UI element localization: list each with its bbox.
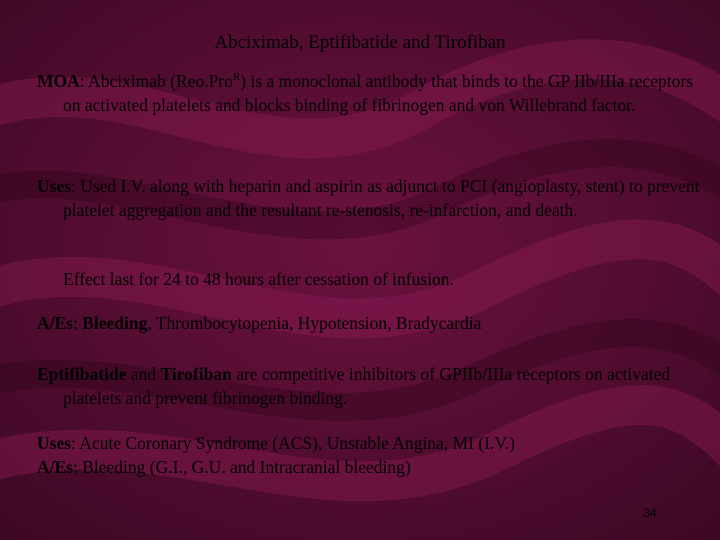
moa-label: MOA <box>37 71 80 91</box>
uses-paragraph-2 <box>37 431 713 455</box>
moa-paragraph <box>37 69 713 117</box>
uses-label-1: Uses <box>37 176 72 196</box>
inhibitors-text: are competitive inhibitors of GPIIb/IIIa receptors on activated platelets and prevent fibrinogen binding. <box>63 364 671 408</box>
moa-text-before: : Abciximab (Reo.Pro <box>79 71 233 91</box>
drug-name-eptifibatide: Eptifibatide <box>37 364 127 384</box>
inhibitors-paragraph <box>37 362 713 410</box>
aes-text-2: : Bleeding (G.I., G.U. and Intracranial bleeding) <box>72 457 411 477</box>
aes-text-1: , Thrombocytopenia, Hypotension, Bradycardia <box>147 313 482 333</box>
inhibitors-and: and <box>126 364 161 384</box>
uses-paragraph-1 <box>37 174 713 222</box>
aes-bold-term: Bleeding <box>82 313 148 333</box>
slide-title: Abciximab, Eptifibatide and Tirofiban <box>214 32 506 53</box>
effect-text: Effect last for 24 to 48 hours after cessation of infusion. <box>63 269 454 289</box>
aes-label-2: A/Es <box>37 457 73 477</box>
uses-label-2: Uses <box>37 433 72 453</box>
uses-text-1: : Used I.V. along with heparin and aspirin as adjunct to PCI (angioplasty, stent) to prevent platelet aggregation and the resultant re-stenosis, re-infarction, and death. <box>63 176 700 220</box>
uses-text-2: : Acute Coronary Syndrome (ACS), Unstable Angina, MI (I.V.) <box>71 433 515 453</box>
moa-text-after: ) is a monoclonal antibody that binds to the GP IIb/IIIa receptors on activated platelets and blocks binding of fibrinogen and von Willebrand factor. <box>63 71 694 115</box>
effect-paragraph <box>63 267 687 291</box>
page-number: 34 <box>643 506 657 520</box>
aes-separator-1: : <box>72 313 83 333</box>
aes-paragraph-2 <box>37 455 713 479</box>
aes-label-1: A/Es <box>37 313 73 333</box>
registered-superscript: R <box>232 71 241 84</box>
drug-name-tirofiban: Tirofiban <box>160 364 232 384</box>
aes-paragraph-1 <box>37 311 713 335</box>
